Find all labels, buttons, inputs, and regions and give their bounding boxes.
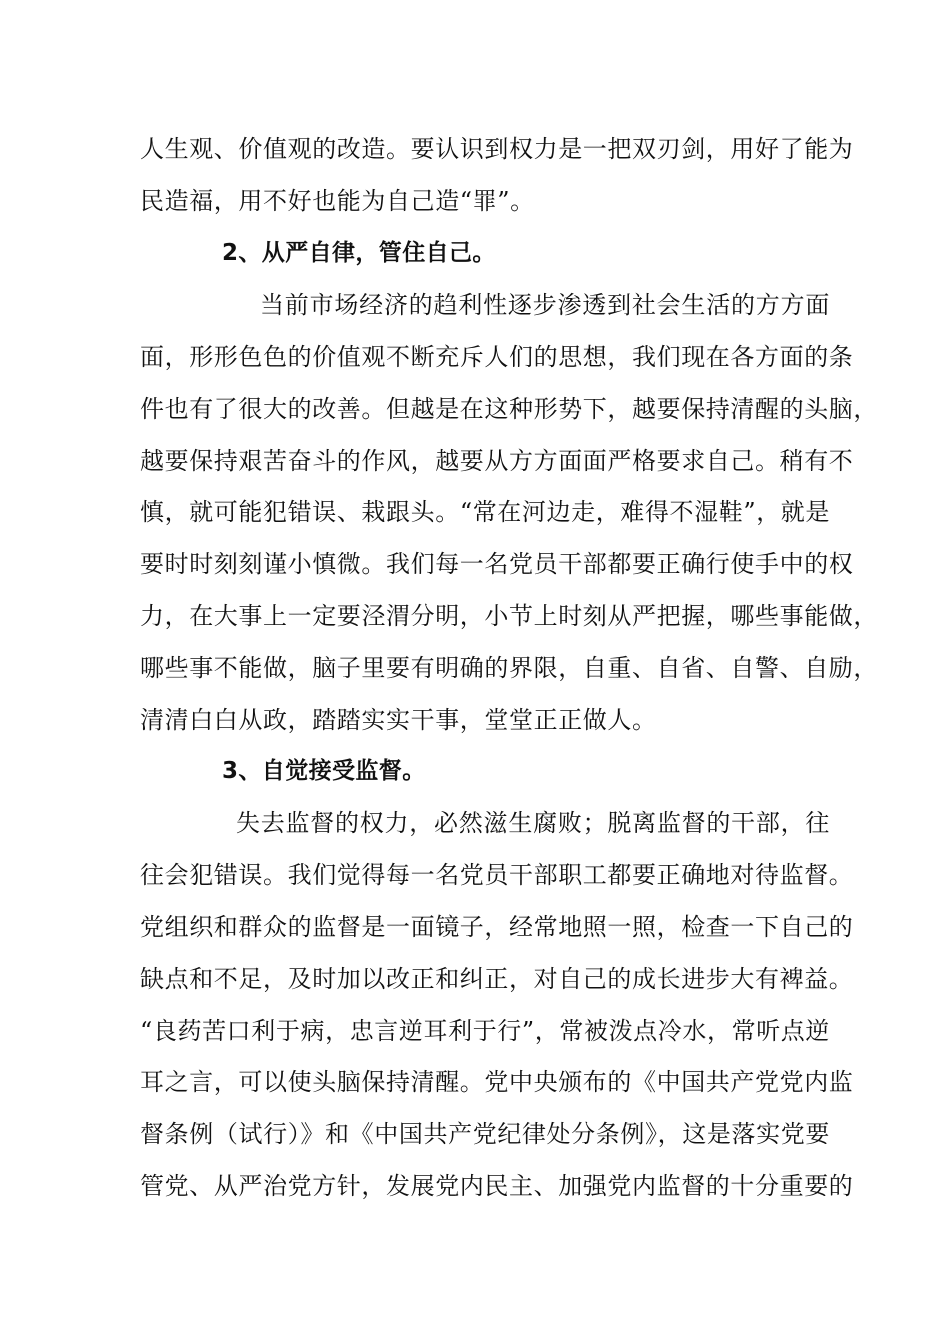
paragraph-line: 面，形形色色的价值观不断充斥人们的思想，我们现在各方面的条 (140, 343, 854, 371)
paragraph-line: 党组织和群众的监督是一面镜子，经常地照一照，检查一下自己的 (140, 913, 854, 941)
paragraph-line: 往会犯错误。我们觉得每一名党员干部职工都要正确地对待监督。 (140, 861, 854, 889)
paragraph-line: 管党、从严治党方针，发展党内民主、加强党内监督的十分重要的 (140, 1172, 854, 1200)
paragraph-line: 力，在大事上一定要泾渭分明，小节上时刻从严把握，哪些事能做， (140, 602, 878, 630)
paragraph-line: 要时时刻刻谨小慎微。我们每一名党员干部都要正确行使手中的权 (140, 550, 854, 578)
paragraph-line: 失去监督的权力，必然滋生腐败；脱离监督的干部，往 (236, 809, 830, 837)
paragraph-line: 督条例（试行）》和《中国共产党纪律处分条例》，这是落实党要 (140, 1120, 830, 1148)
paragraph-line: 越要保持艰苦奋斗的作风，越要从方方面面严格要求自己。稍有不 (140, 447, 854, 475)
paragraph-line: 耳之言，可以使头脑保持清醒。党中央颁布的《中国共产党党内监 (140, 1068, 854, 1096)
paragraph-line: 清清白白从政，踏踏实实干事，堂堂正正做人。 (140, 706, 657, 734)
paragraph-line: 民造福，用不好也能为自己造“罪”。 (140, 187, 535, 215)
paragraph-line: 人生观、价值观的改造。要认识到权力是一把双刃剑，用好了能为 (140, 135, 854, 163)
paragraph-line: 件也有了很大的改善。但越是在这种形势下，越要保持清醒的头脑， (140, 395, 878, 423)
paragraph-line: “良药苦口利于病，忠言逆耳利于行”，常被泼点冷水，常听点逆 (140, 1017, 830, 1045)
paragraph-line: 当前市场经济的趋利性逐步渗透到社会生活的方方面 (260, 291, 830, 319)
paragraph-line: 慎，就可能犯错误、栽跟头。“常在河边走，难得不湿鞋”，就是 (140, 498, 830, 526)
paragraph-line: 哪些事不能做，脑子里要有明确的界限，自重、自省、自警、自励， (140, 654, 878, 682)
paragraph-line: 缺点和不足，及时加以改正和纠正，对自己的成长进步大有裨益。 (140, 965, 854, 993)
section-heading-3: 3、自觉接受监督。 (222, 758, 426, 784)
section-heading-2: 2、从严自律，管住自己。 (222, 240, 496, 266)
